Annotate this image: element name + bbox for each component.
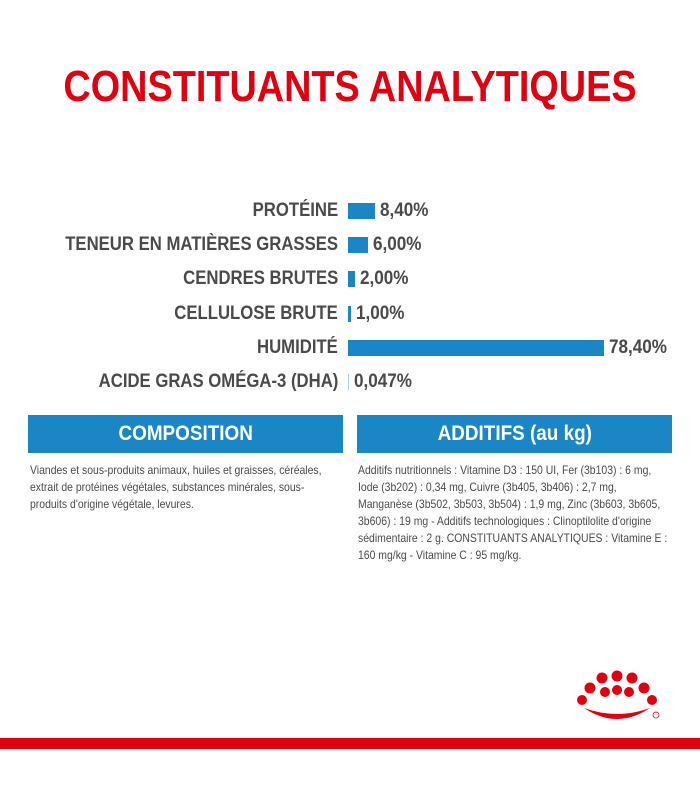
data-bar bbox=[348, 271, 355, 287]
value-label: 1,00% bbox=[356, 302, 405, 324]
category-label: ACIDE GRAS OMÉGA-3 (DHA) bbox=[98, 371, 338, 392]
category-label: PROTÉINE bbox=[252, 200, 338, 221]
category-label: CELLULOSE BRUTE bbox=[174, 302, 338, 324]
value-label: 8,40% bbox=[380, 200, 429, 221]
page-title: CONSTITUANTS ANALYTIQUES bbox=[63, 62, 637, 111]
category-label: CENDRES BRUTES bbox=[182, 268, 338, 290]
data-bar bbox=[348, 306, 351, 322]
additifs-header bbox=[357, 415, 672, 453]
chart-row bbox=[0, 194, 700, 228]
additifs-text: Additifs nutritionnels : Vitamine D3 : 150 UI, Fer (3b103) : 6 mg, Iode (3b202) : 0,34 mg, Cuivre (3b405, 3b406) : 2,7 mg, Manganèse (3b502, 3b503, 3b504) : 1,9 mg, Zinc (3b603, 3b605, 3b606) : 19 mg - Additifs technologiques : Clinoptilolite d'origine sédimentaire : 2 g. CONSTITUANTS ANALYTIQUES : Vitamine E : 160 mg/kg - Vitamine C : 95 mg/kg. bbox=[358, 464, 668, 562]
chart-row bbox=[0, 262, 700, 296]
data-bar bbox=[348, 374, 349, 390]
data-bar bbox=[348, 203, 375, 219]
additifs-heading: ADDITIFS (au kg) bbox=[437, 422, 592, 445]
royal-canin-crown-icon bbox=[572, 668, 662, 724]
value-label: 78,40% bbox=[609, 336, 668, 358]
data-bar bbox=[348, 340, 604, 356]
value-label: 0,047% bbox=[354, 371, 413, 392]
footer-accent-bar bbox=[0, 738, 700, 749]
chart-row bbox=[0, 297, 700, 331]
data-bar bbox=[348, 237, 368, 253]
chart-row bbox=[0, 331, 700, 365]
composition-heading: COMPOSITION bbox=[118, 422, 253, 445]
value-label: 6,00% bbox=[372, 234, 422, 256]
value-label: 2,00% bbox=[359, 268, 409, 290]
composition-header bbox=[28, 415, 343, 453]
category-label: HUMIDITÉ bbox=[257, 336, 338, 358]
chart-row bbox=[0, 228, 700, 262]
category-label: TENEUR EN MATIÈRES GRASSES bbox=[65, 234, 338, 256]
chart-row bbox=[0, 365, 700, 399]
composition-text: Viandes et sous-produits animaux, huiles et graisses, céréales, extrait de protéines végétales, substances minérales, sous-produits d'origine végétale, levures. bbox=[30, 464, 322, 511]
